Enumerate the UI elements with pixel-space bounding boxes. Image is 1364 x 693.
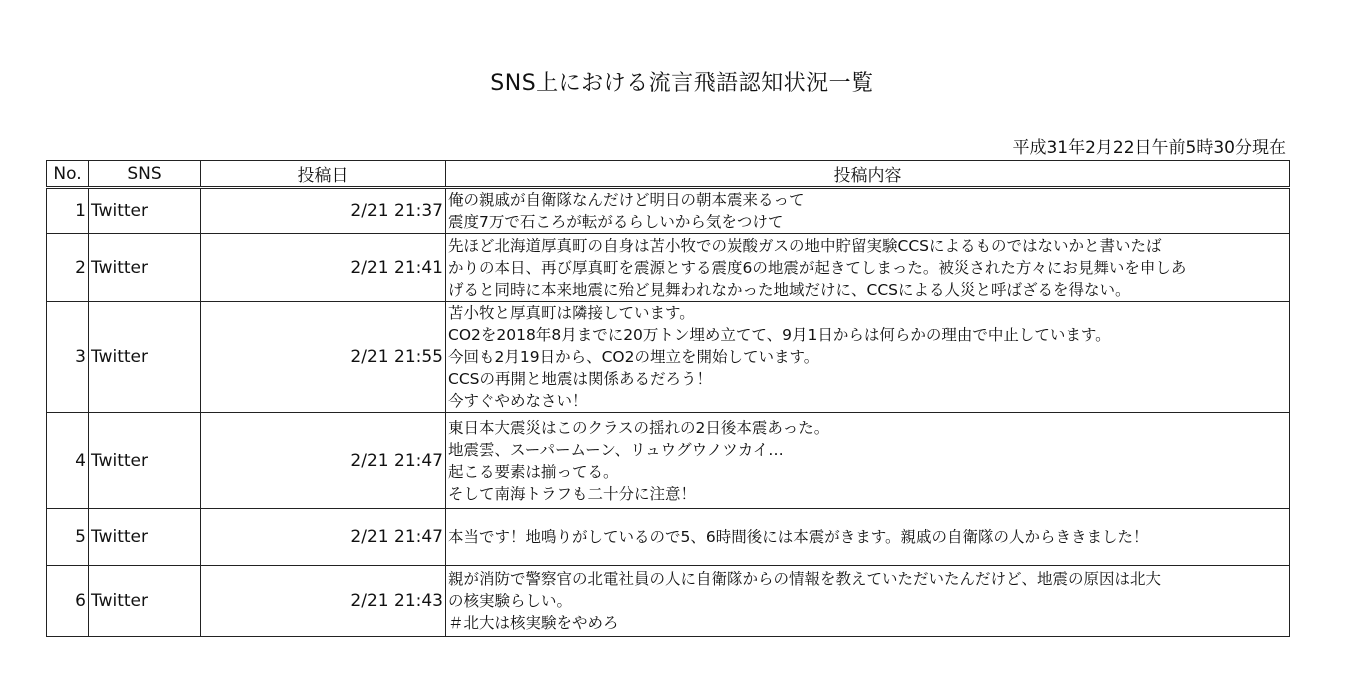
as-of-timestamp: 平成31年2月22日午前5時30分現在 (1012, 138, 1286, 158)
row-post-date: 2/21 21:41 (201, 234, 446, 302)
table-row (47, 566, 1290, 637)
content-line: 今回も2月19日から、CO2の埋立を開始しています。 (448, 348, 820, 366)
row-post-date: 2/21 21:55 (201, 302, 446, 413)
table-header (47, 161, 1290, 188)
row-number: 5 (47, 509, 89, 566)
table-row (47, 234, 1290, 302)
content-line: 先ほど北海道厚真町の自身は苫小牧での炭酸ガスの地中貯留実験CCSによるものではないかと書いたば (448, 236, 1162, 255)
row-post-content (446, 234, 1290, 302)
content-line: 震度7万で石ころが転がるらしいから気をつけて (448, 213, 784, 231)
table-row (47, 188, 1290, 234)
content-line: 親が消防で警察官の北電社員の人に自衛隊からの情報を教えていただいたんだけど、地震の原因は北大 (448, 570, 1162, 588)
row-sns: Twitter (89, 509, 201, 566)
content-line: CO2を2018年8月までに20万トン埋め立てて、9月1日からは何らかの理由で中止しています。 (448, 326, 1111, 344)
row-post-content (446, 413, 1290, 509)
row-number: 1 (47, 188, 89, 234)
content-line: そして南海トラフも二十分に注意！ (448, 484, 697, 503)
row-post-content (446, 302, 1290, 413)
content-line: 今すぐやめなさい！ (448, 392, 588, 410)
row-number: 6 (47, 566, 89, 637)
row-sns: Twitter (89, 188, 201, 234)
table-row (47, 302, 1290, 413)
content-line: 東日本大震災はこのクラスの揺れの2日後本震あった。 (448, 418, 830, 437)
row-post-date: 2/21 21:43 (201, 566, 446, 637)
content-line: ＃北大は核実験をやめろ (448, 614, 619, 632)
row-post-content (446, 566, 1290, 637)
header-post-date: 投稿日 (201, 161, 446, 188)
header-sns: SNS (89, 161, 201, 188)
row-post-date: 2/21 21:47 (201, 413, 446, 509)
rumor-list-table (46, 160, 1290, 637)
content-line: 本当です！地鳴りがしているので5、6時間後には本震がきます。親戚の自衛隊の人からききました！ (448, 528, 1149, 546)
row-post-date: 2/21 21:37 (201, 188, 446, 234)
content-line: げると同時に本来地震に殆ど見舞われなかった地域だけに、CCSによる人災と呼ばざるを得ない。 (448, 280, 1131, 299)
row-sns: Twitter (89, 302, 201, 413)
header-no: No. (47, 161, 89, 188)
header-post-content: 投稿内容 (446, 161, 1290, 188)
row-number: 3 (47, 302, 89, 413)
row-sns: Twitter (89, 413, 201, 509)
table-body (47, 188, 1290, 637)
content-line: 苫小牧と厚真町は隣接しています。 (448, 304, 695, 322)
content-line: 起こる要素は揃ってる。 (448, 462, 619, 481)
content-line: かりの本日、再び厚真町を震源とする震度6の地震が起きてしまった。被災された方々にお見舞いを申しあ (448, 258, 1187, 277)
row-post-content (446, 509, 1290, 566)
row-post-date: 2/21 21:47 (201, 509, 446, 566)
row-number: 4 (47, 413, 89, 509)
document-title: SNS上における流言飛語認知状況一覧 (490, 71, 874, 96)
header-row (47, 161, 1290, 188)
row-sns: Twitter (89, 566, 201, 637)
content-line: 地震雲、スーパームーン、リュウグウノツカイ… (448, 440, 784, 459)
row-post-content (446, 188, 1290, 234)
table-row (47, 509, 1290, 566)
content-line: 俺の親戚が自衛隊なんだけど明日の朝本震来るって (448, 191, 805, 209)
content-line: CCSの再開と地震は関係あるだろう！ (448, 370, 712, 388)
row-number: 2 (47, 234, 89, 302)
table-row (47, 413, 1290, 509)
row-sns: Twitter (89, 234, 201, 302)
content-line: の核実験らしい。 (448, 592, 573, 610)
